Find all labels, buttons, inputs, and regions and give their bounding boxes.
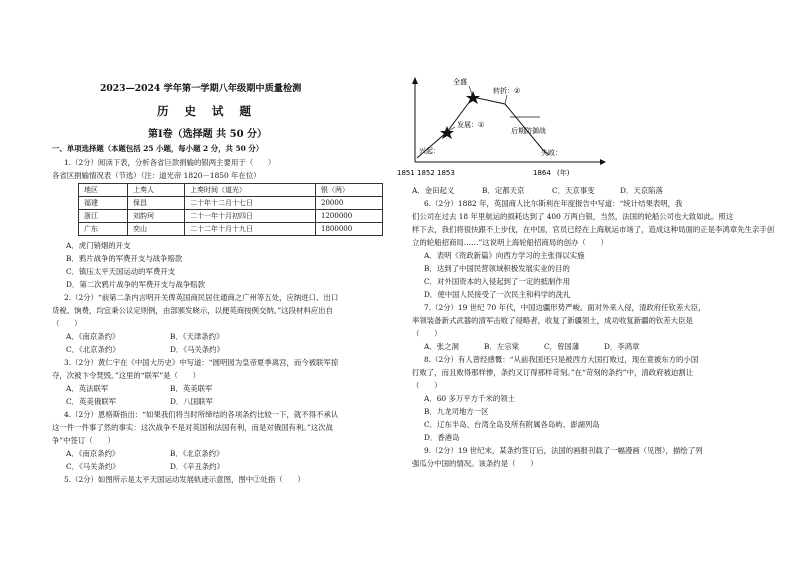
option: B．达到了中国民营领域积极发展实业的目的: [424, 264, 570, 273]
option: A．60 多万平方千米的领土: [424, 394, 515, 403]
q8-line: 打败了，而且败得那样惨，条约又订得那样苛刻。”在“苛刻的条约”中，清政府被迫割让: [412, 368, 694, 377]
table-cell: 二十二年十月十九日: [185, 223, 316, 236]
subject-title: 历 史 试 题: [157, 104, 258, 118]
option: B．左宗棠: [484, 342, 519, 351]
option: C．英美俄联军: [66, 397, 116, 406]
tick-label: 1851: [397, 169, 415, 177]
q6-line: 6.（2分）1882 年，英国商人比尔斯利在年度报告中写道：“统计结果表明，我: [424, 199, 683, 208]
table-header-cell: 上奏人: [128, 184, 185, 197]
option: D．香港岛: [424, 433, 460, 442]
y-axis-arrow: [412, 77, 418, 84]
option: C．镇压太平天国运动的军费开支: [66, 267, 176, 276]
q7-line: 率领装备新式武器的清军击败了侵略者，收复了新疆领土，成功收复新疆的钦差大臣是: [412, 316, 693, 325]
label-peak: 全盛: [453, 78, 467, 86]
taiping-diagram: [395, 70, 615, 185]
q7-line: 7.（2分）19 世纪 70 年代，中国边疆形势严峻。面对外来入侵，清政府任钦差大臣，: [424, 303, 706, 312]
option: A．张之洞: [424, 342, 459, 351]
year-unit-label: (年): [557, 169, 570, 177]
star-icon: [466, 91, 480, 104]
part-title: 第Ⅰ卷（选择题 共 50 分）: [148, 129, 268, 140]
option: C．天京事变: [552, 186, 595, 195]
peak-pointer: [469, 86, 473, 97]
option: D．《马关条约》: [170, 345, 224, 354]
q2-line: 2.（2分）“前第二条内言明开关俾英国商民居住通商之广州等五处，应纳进口、出口: [64, 293, 339, 302]
tick-label: 1864: [533, 169, 551, 177]
section-heading: 一、单项选择题（本题包括 25 小题，每小题 2 分，共 50 分）: [52, 144, 264, 153]
option: B．英美联军: [170, 384, 213, 393]
q3-line: 3.（2分）黄仁宇在《中国大历史》中写道：“圆明园为皇帝夏季离宫，而今被联军掠: [64, 358, 339, 367]
star-icon: [440, 126, 454, 139]
q1-table: [78, 183, 383, 236]
table-cell: 奕山: [128, 223, 185, 236]
option: C．《马关条约》: [66, 462, 120, 471]
table-cell: 1200000: [316, 210, 383, 223]
option: A．《南京条约》: [66, 332, 120, 341]
q6-line: 立的轮船招商局……”这说明上海轮船招商局的创办（ ）: [412, 238, 608, 247]
q8-line: 8.（2分）有人曾经感慨：“从前我国还只是被西方大国打败过，现在竟被东方的小国: [424, 355, 699, 364]
table-header-cell: 地区: [79, 184, 128, 197]
x-axis-arrow: [600, 159, 606, 165]
label-defense: 后期防御战: [511, 127, 546, 135]
label-turn: 转折：②: [493, 87, 521, 95]
q9-line: 强瓜分中国的情况。该条约是（ ）: [412, 459, 538, 468]
option: A．《南京条约》: [66, 449, 120, 458]
q4-line: 这一件一件事了然的事实：这次战争不是对英国和法国有利，而是对俄国有利。”这次战: [52, 423, 333, 432]
q7-line: （ ）: [412, 329, 442, 338]
exam-title: 2023—2024 学年第一学期八年级期中质量检测: [100, 83, 302, 94]
option: D．第二次鸦片战争的军费开支与战争赔款: [66, 280, 205, 289]
table-header-cell: 上奏时间（道光）: [185, 184, 316, 197]
option: D．李鸿章: [604, 342, 640, 351]
label-develop: 发展：①: [457, 121, 485, 129]
option: B．鸦片战争的军费开支与战争赔款: [66, 254, 183, 263]
q2-line: （ ）: [52, 319, 82, 328]
option: A．金田起义: [412, 186, 455, 195]
q6-line: 们公司在过去 18 年里航运的损耗达到了 400 万两白银，当然，法国的轮船公司也大致如此。照这: [412, 212, 734, 221]
table-cell: 保昌: [128, 197, 185, 210]
q6-line: 样下去，我们将很快跟不上步伐，在中国，官员已经在上海航运市场了，造成这种局面的正是李鸿章先生亲手创: [412, 225, 775, 234]
q1-table-caption: 各省区捐输情况表（节选）（注：道光帝 1820－1850 年在位）: [52, 171, 261, 180]
tick-label: 1853: [437, 169, 455, 177]
option: C．《北京条约》: [66, 345, 120, 354]
option: D．天京陷落: [620, 186, 663, 195]
table-cell: 20000: [316, 197, 383, 210]
option: A．英法联军: [66, 384, 109, 393]
table-cell: 1800000: [316, 223, 383, 236]
option: D．八国联军: [170, 397, 213, 406]
q4-line: 4.（2分）恩格斯指出：“如果我们将当时所缔结的各项条约比较一下，就不得不承认: [64, 410, 339, 419]
option: B．定都天京: [482, 186, 525, 195]
q5-stem: 5.（2分）如图所示是太平天国运动发展轨迹示意图，图中②处指（ ）: [64, 475, 305, 484]
option: B．《天津条约》: [170, 332, 224, 341]
q3-line: 夺，次被卞令焚毁。”这里的“联军”是（ ）: [52, 371, 201, 380]
table-cell: 福建: [79, 197, 128, 210]
table-cell: 二十一年十月初四日: [185, 210, 316, 223]
table-row: [79, 197, 383, 210]
option: D．使中国人民接受了一次民主和科学的洗礼: [424, 290, 571, 299]
table-header-row: [79, 184, 383, 197]
option: B．《北京条约》: [170, 449, 224, 458]
tick-label: 1852: [417, 169, 435, 177]
option: C．辽东半岛、台湾全岛及所有附属各岛屿、澎湖列岛: [424, 420, 600, 429]
option: C．对外国资本的入侵起到了一定的抵制作用: [424, 277, 571, 286]
option: A．虎门销烟的开支: [66, 241, 131, 250]
q9-line: 9.（2分）19 世纪末，某条约签订后，法国的画报刊载了一幅漫画（见图），描绘了列: [424, 446, 703, 455]
q4-line: 争”中签订（ ）: [52, 436, 115, 445]
table-row: [79, 210, 383, 223]
label-fail: 失败：: [541, 149, 562, 157]
table-cell: 刘韵珂: [128, 210, 185, 223]
q1-stem: 1.（2分）阅读下表，分析各省巨款捐输的银两主要用于（ ）: [64, 158, 276, 167]
table-cell: 广东: [79, 223, 128, 236]
option: D．《辛丑条约》: [170, 462, 224, 471]
q2-line: 货税、饷费，均宜秉公议定则例，由部颁发晓示，以便英商按例交纳。”这段材料应出自: [52, 306, 333, 315]
q8-line: （ ）: [412, 381, 442, 390]
option: A．表明《资政新篇》向西方学习的主张得以实施: [424, 251, 585, 260]
option: C．曾国藩: [544, 342, 580, 351]
table-cell: 浙江: [79, 210, 128, 223]
label-rise: 兴起：: [419, 147, 440, 155]
option: B．九龙司地方一区: [424, 407, 489, 416]
table-row: [79, 223, 383, 236]
table-cell: 二十年十二月十七日: [185, 197, 316, 210]
table-header-cell: 银（两）: [316, 184, 383, 197]
turn-pointer: [505, 95, 507, 104]
